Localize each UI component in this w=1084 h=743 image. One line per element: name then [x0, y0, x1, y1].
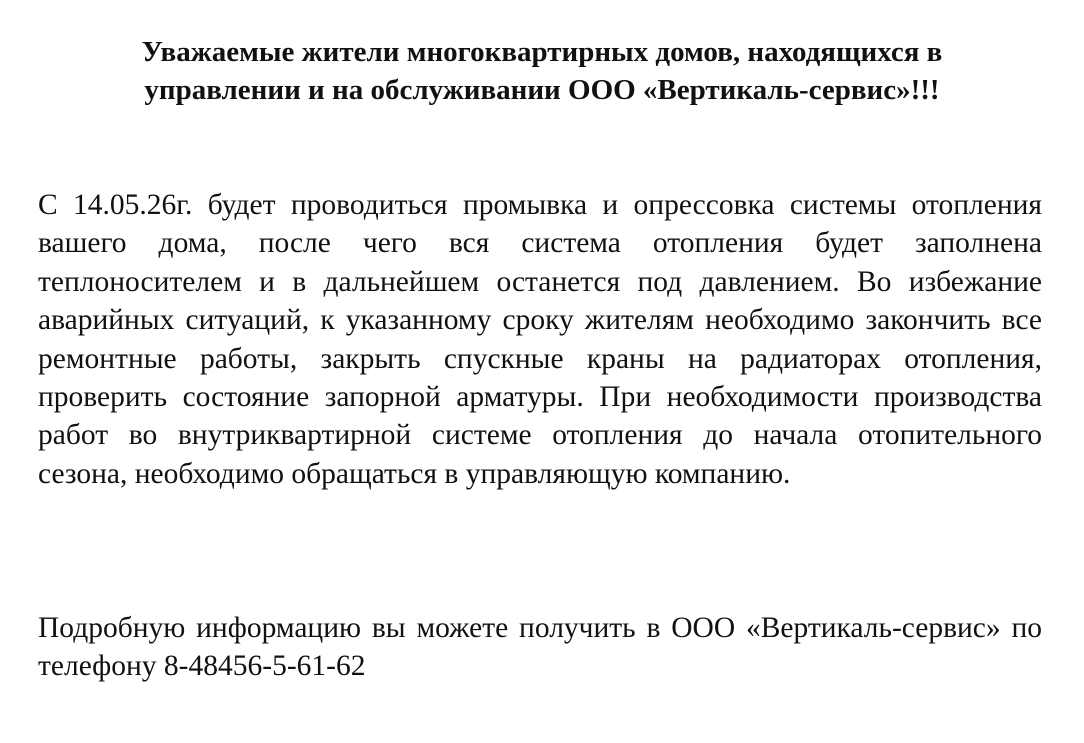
notice-paragraph-contact: Подробную информацию вы можете получить в ООО «Вертикаль-сервис» по телефону 8-48456-5-61-62 [38, 612, 1042, 683]
notice-title: Уважаемые жители многоквартирных домов, находящихся в управлении и на обслуживании ООО «Вертикаль-сервис»!!! [141, 36, 943, 106]
notice-paragraph-maintenance: С 14.05.26г. будет проводиться промывка и опрессовка системы отопления вашего дома, после чего вся система отопления будет заполнена теплоносителем и в дальнейшем останется под давлением. Во избежание аварийных ситуаций, к указанному сроку жителям необходимо закончить все ремонтные работы, закрыть спускные краны на радиаторах отопления, проверить состояние запорной арматуры. При необходимости производства работ во внутриквартирной системе отопления до начала отопительного сезона, необходимо обращаться в управляющую компанию. [38, 189, 1042, 490]
